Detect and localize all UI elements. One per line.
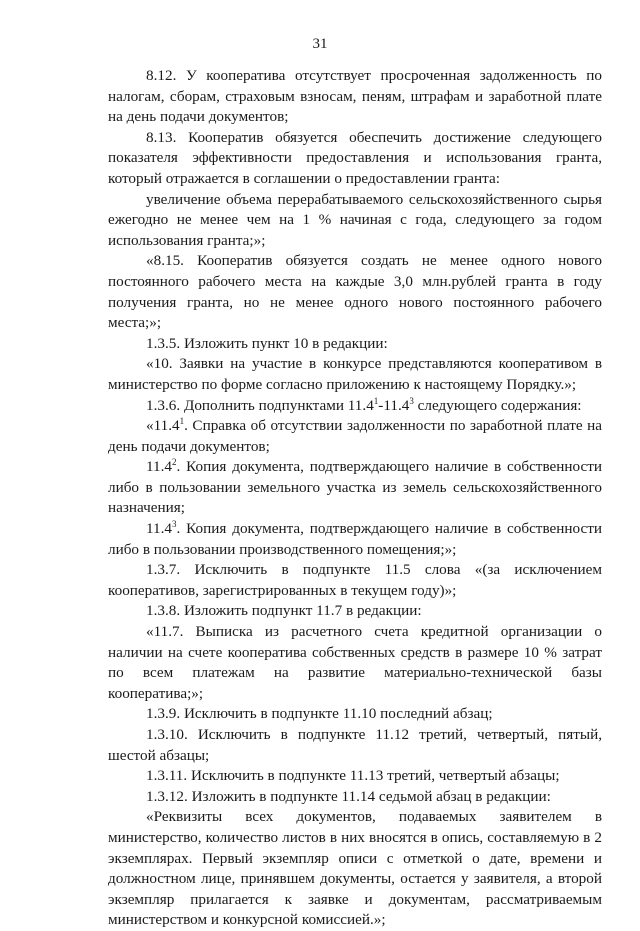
text-part: 11.4 — [146, 520, 173, 538]
superscript: 1 — [373, 395, 379, 406]
paragraph-1-3-7: 1.3.7. Исключить в подпункте 11.5 слова «(за исключением кооперативов, зарегистрированных в текущем году)»; — [108, 561, 602, 599]
paragraph-11-4-2 — [108, 457, 602, 519]
paragraph-1-3-10: 1.3.10. Исключить в подпункте 11.12 третий, четвертый, пятый, шестой абзацы; — [108, 726, 602, 764]
paragraph-8-12: 8.12. У кооператива отсутствует просроченная задолженность по налогам, сборам, страховым взносам, пеням, штрафам и заработной плате на день подачи документов; — [108, 67, 602, 126]
text-part: . Копия документа, подтверждающего наличие в собственности либо в пользовании земельного участка из земель сельскохозяйственного назначения; — [108, 458, 602, 517]
paragraph-1-3-5: 1.3.5. Изложить пункт 10 в редакции: — [146, 334, 388, 352]
paragraph-11-4-3 — [108, 519, 602, 560]
superscript: 3 — [409, 395, 414, 406]
paragraph-requisites: «Реквизиты всех документов, подаваемых заявителем в министерство, количество листов в них вносятся в опись, составляемую в 2 экземплярах. Первый экземпляр описи с отметкой о дате, времени и должностном лице, принявшем документы, остается у заявителя, а второй экземпляр прилагается к заявке и документам, рассматриваемым министерством и конкурсной комиссией.»; — [108, 808, 602, 929]
paragraph-1-3-11: 1.3.11. Исключить в подпункте 11.13 третий, четвертый абзацы; — [146, 767, 560, 785]
text-part: . Справка об отсутствии задолженности по заработной плате на день подачи документов; — [108, 417, 602, 455]
paragraph-10: «10. Заявки на участие в конкурсе представляются кооперативом в министерство по форме согласно приложению к настоящему Порядку.»; — [108, 355, 602, 393]
superscript: 1 — [179, 416, 185, 427]
paragraph-11-4-1 — [108, 416, 602, 457]
text-part: . Копия документа, подтверждающего наличие в собственности либо в пользовании производственного помещения;»; — [108, 520, 602, 558]
paragraph-1-3-9: 1.3.9. Исключить в подпункте 11.10 последний абзац; — [146, 705, 493, 723]
paragraph-1-3-6 — [108, 396, 602, 417]
paragraph-8-13: 8.13. Кооператив обязуется обеспечить достижение следующего показателя эффективности предоставления и использования гранта, который отражается в соглашении о предоставлении гранта: — [108, 128, 602, 187]
paragraph-indicator: увеличение объема перерабатываемого сельскохозяйственного сырья ежегодно не менее чем на 1 % начиная с года, следующего за годом использования гранта;»; — [108, 190, 602, 249]
paragraph-1-3-8: 1.3.8. Изложить подпункт 11.7 в редакции: — [146, 602, 422, 620]
paragraph-8-15: «8.15. Кооператив обязуется создать не менее одного нового постоянного рабочего места на каждые 3,0 млн.рублей гранта в году получения гранта, но не менее одного нового постоянного рабочего места;»; — [108, 252, 602, 332]
text-part: -11.4 — [378, 396, 410, 414]
superscript: 2 — [172, 457, 177, 468]
document-body — [108, 66, 602, 931]
page-number: 31 — [312, 36, 328, 52]
paragraph-11-7: «11.7. Выписка из расчетного счета кредитной организации о наличии на счете кооператива собственных средств в размере 10 % затрат по всем платежам на развитие материально-технической базы кооператива;»; — [108, 623, 602, 702]
text-part: 1.3.6. Дополнить подпунктами 11.4 — [146, 396, 374, 414]
text-part: следующего содержания: — [413, 396, 582, 414]
text-part: «11.4 — [146, 417, 180, 435]
superscript: 3 — [172, 519, 177, 529]
paragraph-1-3-12: 1.3.12. Изложить в подпункте 11.14 седьмой абзац в редакции: — [146, 787, 551, 805]
text-part: 11.4 — [146, 458, 173, 476]
